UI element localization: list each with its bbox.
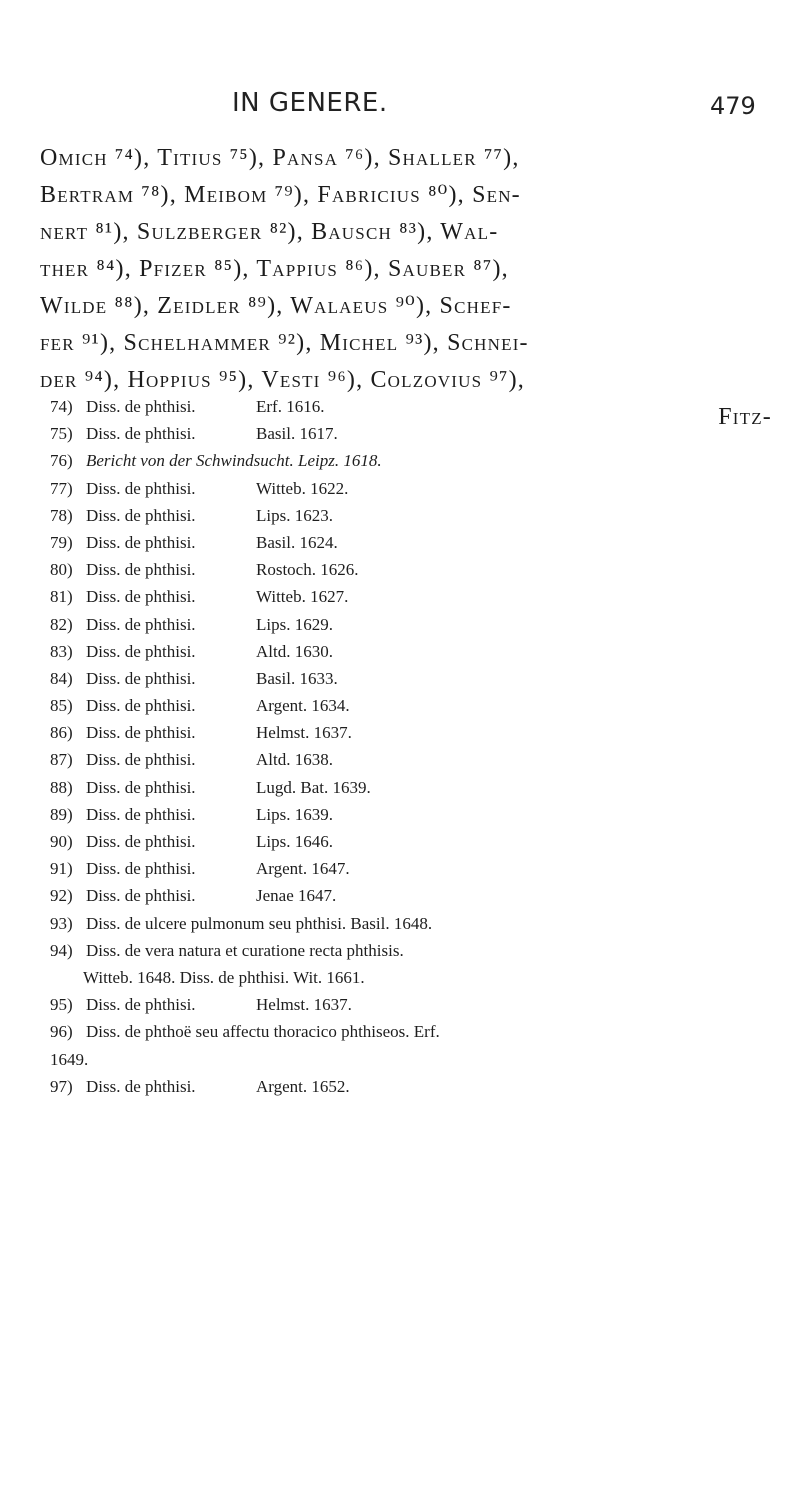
footnote-80: 80) Diss. de phthisi. Rostoch. 1626. xyxy=(50,560,359,580)
text-line: Bertram ⁷⁸), Meibom ⁷⁹), Fabricius ⁸⁰), Sen- xyxy=(40,182,521,208)
footnote-75: 75) Diss. de phthisi. Basil. 1617. xyxy=(50,424,338,444)
text-line: nert ⁸¹), Sulzberger ⁸²), Bausch ⁸³), Wal- xyxy=(40,219,499,245)
footnote-78: 78) Diss. de phthisi. Lips. 1623. xyxy=(50,505,333,525)
footnote-81: 81) Diss. de phthisi. Witteb. 1627. xyxy=(50,587,349,607)
footnote-85: 85) Diss. de phthisi. Argent. 1634. xyxy=(50,696,350,716)
footnote-74: 74) Diss. de phthisi. Erf. 1616. xyxy=(50,397,325,416)
footnote-97: 97) Diss. de phthisi. Argent. 1652. xyxy=(50,1076,350,1096)
text-line: fer ⁹¹), Schelhammer ⁹²), Michel ⁹³), Schnei- xyxy=(40,330,529,356)
footnote-94: 94) Diss. de vera natura et curatione recta phthisis. xyxy=(50,940,404,960)
running-title: IN GENERE. xyxy=(232,88,388,118)
author-list-paragraph xyxy=(40,140,780,436)
running-head xyxy=(0,88,800,122)
text-line: ther ⁸⁴), Pfizer ⁸⁵), Tappius ⁸⁶), Sauber ⁸⁷), xyxy=(40,256,509,282)
footnote-93: 93) Diss. de ulcere pulmonum seu phthisi. Basil. 1648. xyxy=(50,913,433,933)
footnote-91: 91) Diss. de phthisi. Argent. 1647. xyxy=(50,859,350,879)
footnote-86: 86) Diss. de phthisi. Helmst. 1637. xyxy=(50,723,352,743)
text-line: der ⁹⁴), Hoppius ⁹⁵), Vesti ⁹⁶), Colzovius ⁹⁷), xyxy=(40,367,525,393)
footnote-96: 96) Diss. de phthoë seu affectu thoracico phthiseos. Erf. xyxy=(50,1022,440,1042)
footnote-82: 82) Diss. de phthisi. Lips. 1629. xyxy=(50,614,333,634)
footnote-94-continued: Witteb. 1648. Diss. de phthisi. Wit. 1661. xyxy=(83,967,365,987)
footnotes xyxy=(50,397,770,1104)
page-number: 479 xyxy=(710,92,756,120)
footnote-84: 84) Diss. de phthisi. Basil. 1633. xyxy=(50,668,338,688)
footnote-88: 88) Diss. de phthisi. Lugd. Bat. 1639. xyxy=(50,777,371,797)
footnote-77: 77) Diss. de phthisi. Witteb. 1622. xyxy=(50,478,349,498)
footnote-87: 87) Diss. de phthisi. Altd. 1638. xyxy=(50,750,333,770)
footnote-96-continued: 1649. xyxy=(50,1049,89,1069)
footnote-76: 76) Bericht von der Schwindsucht. Leipz. 1618. xyxy=(50,451,382,471)
footnote-95: 95) Diss. de phthisi. Helmst. 1637. xyxy=(50,995,352,1015)
footnote-79: 79) Diss. de phthisi. Basil. 1624. xyxy=(50,532,338,552)
catchword: Fitz- xyxy=(718,404,772,430)
footnote-89: 89) Diss. de phthisi. Lips. 1639. xyxy=(50,804,333,824)
footnote-92: 92) Diss. de phthisi. Jenae 1647. xyxy=(50,886,337,906)
text-line: Omich ⁷⁴), Titius ⁷⁵), Pansa ⁷⁶), Shaller ⁷⁷), xyxy=(40,145,520,171)
footnote-83: 83) Diss. de phthisi. Altd. 1630. xyxy=(50,641,333,661)
footnote-90: 90) Diss. de phthisi. Lips. 1646. xyxy=(50,832,333,851)
text-line: Wilde ⁸⁸), Zeidler ⁸⁹), Walaeus ⁹⁰), Schef- xyxy=(40,293,512,319)
